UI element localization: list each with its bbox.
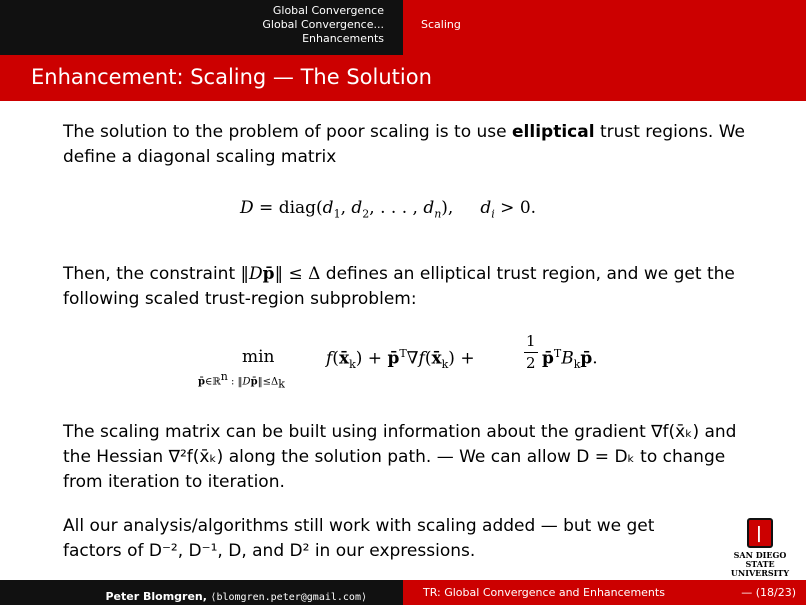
logo-text: SAN DIEGO STATE UNIVERSITY — [730, 550, 790, 578]
nav-section-1[interactable]: Global Convergence — [272, 4, 384, 17]
nav-section-2[interactable]: Global Convergence... — [262, 18, 384, 31]
footer-email[interactable]: ⟨blomgren.peter@gmail.com⟩ — [210, 592, 367, 603]
p1-text-b: trust regions. We define a diagonal scaling matrix — [63, 122, 746, 167]
footer-title-panel — [403, 580, 806, 605]
section-list — [0, 0, 403, 55]
current-section[interactable]: Scaling — [421, 18, 461, 31]
p1-bold: elliptical — [512, 122, 595, 142]
title-bar — [0, 55, 806, 101]
footer-author-panel — [0, 580, 403, 605]
p2-text-a: Then, the constraint — [63, 264, 241, 284]
paragraph-1 — [63, 120, 753, 170]
footer-talk-title: TR: Global Convergence and Enhancements — [423, 586, 665, 599]
paragraph-3 — [63, 420, 753, 495]
footer-author: Peter Blomgren, — [105, 590, 207, 603]
top-navigation — [0, 0, 806, 55]
p4-text: All our analysis/algorithms still work with scaling added — but we get factors of D⁻², D⁻¹, D, and D² in our expressions. — [63, 516, 655, 561]
p2-text-b: defines an elliptical trust region, and we get the following scaled trust-region subproblem: — [63, 264, 735, 309]
constraint-math: ‖Dp̄‖ ≤ Δ — [240, 264, 321, 284]
nav-section-3[interactable]: Enhancements — [302, 32, 384, 45]
diag-equation: $D = diag(d_1$, $d_2$, . . . , $d_n$), $d_i > 0$. — [240, 198, 537, 221]
current-section-panel — [403, 0, 806, 55]
footer-page-number: — (18/23) — [741, 586, 796, 599]
logo-mark-icon — [747, 518, 773, 548]
p1-text-a: The solution to the problem of poor scaling is to use — [63, 122, 513, 142]
paragraph-4 — [63, 514, 713, 564]
paragraph-2 — [63, 262, 753, 312]
footer — [0, 580, 806, 605]
p3-text: The scaling matrix can be built using information about the gradient ∇f(x̄ₖ) and the Hessian ∇²f(x̄ₖ) along the solution path. — We can allow D = Dₖ to change from iteration to iteration. — [63, 422, 737, 492]
slide-title: Enhancement: Scaling — The Solution — [31, 65, 432, 89]
university-logo — [718, 518, 802, 578]
slide-body — [63, 120, 753, 170]
subproblem-equation: min p̄∈ℝ$^n$ : $‖Dp̄‖\le\Delta_k$ $f(x̄_k)$ + $p̄^T\nabla f(x̄_k)$ + 1 2 $p̄^TB_kp̄$. — [198, 332, 598, 391]
